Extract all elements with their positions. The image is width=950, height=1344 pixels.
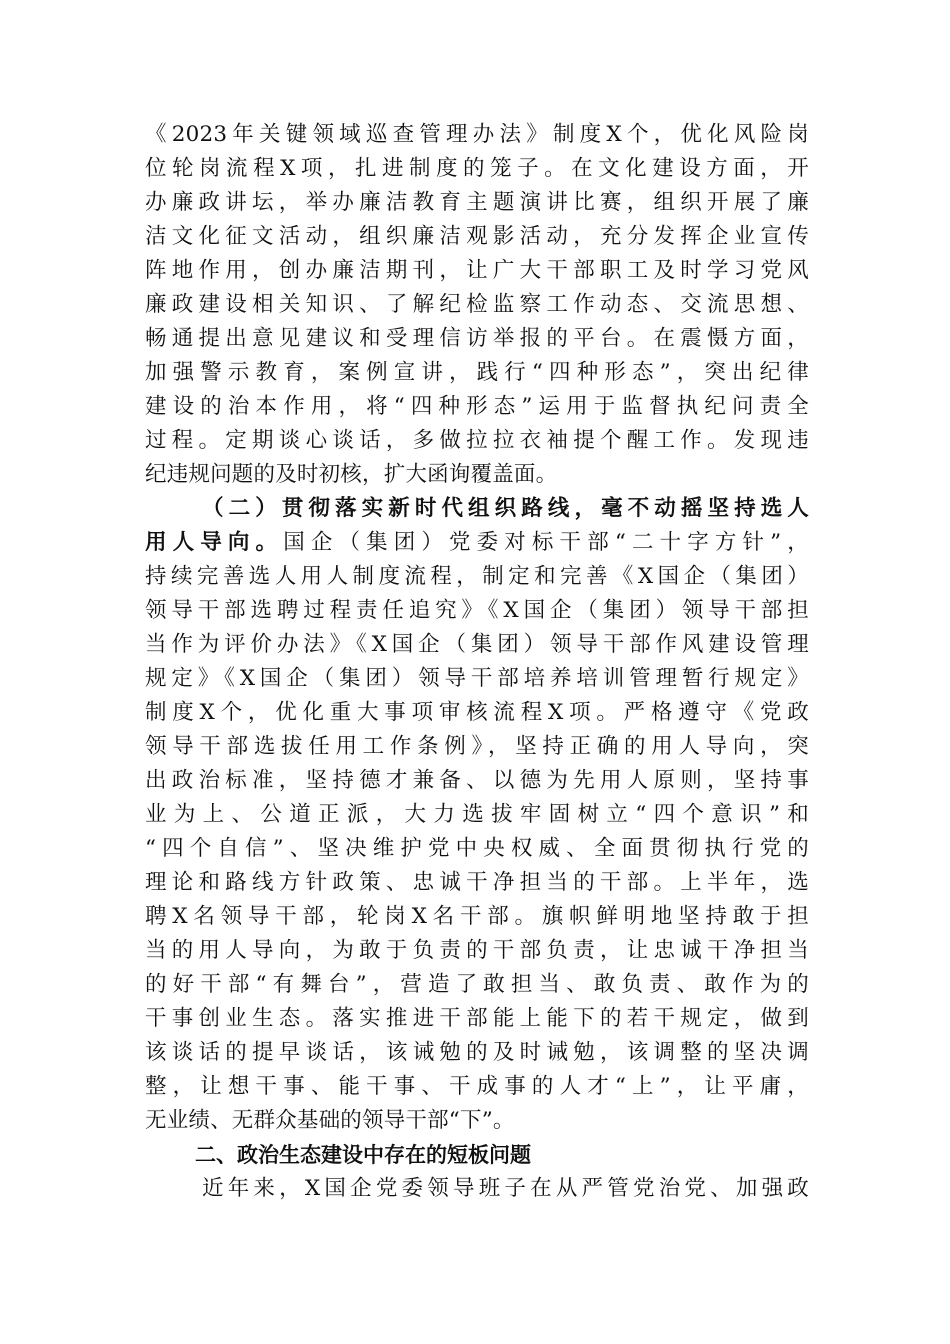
text-line: 洁文化征文活动，组织廉洁观影活动，充分发挥企业宣传 xyxy=(145,224,809,249)
text-line: 廉政建设相关知识、了解纪检监察工作动态、交流思想、 xyxy=(145,292,809,317)
text-line: 办廉政讲坛，举办廉洁教育主题演讲比赛，组织开展了廉 xyxy=(145,190,809,215)
text-line: 建设的治本作用，将“四种形态”运用于监督执纪问责全 xyxy=(145,394,809,419)
text-line: 近年来，X国企党委领导班子在从严管党治党、加强政 xyxy=(202,1176,809,1201)
text-line: 纪违规问题的及时初核，扩大函询覆盖面。 xyxy=(145,462,558,487)
text-line: 畅通提出意见建议和受理信访举报的平台。在震慑方面， xyxy=(145,326,809,351)
text-line: 位轮岗流程X项，扎进制度的笼子。在文化建设方面，开 xyxy=(145,156,809,181)
text-line: 当作为评价办法》《X国企（集团）领导干部作风建设管理 xyxy=(145,632,809,657)
text-line: 的好干部“有舞台”，营造了敢担当、敢负责、敢作为的 xyxy=(145,972,809,997)
text-line: 阵地作用，创办廉洁期刊，让广大干部职工及时学习党风 xyxy=(145,258,809,283)
text-line: 聘X名领导干部，轮岗X名干部。旗帜鲜明地坚持敢于担 xyxy=(145,904,809,929)
text-line: 过程。定期谈心谈话，多做拉拉衣袖提个醒工作。发现违 xyxy=(145,428,809,453)
document-page xyxy=(145,118,809,1206)
text-line: 领导干部选拔任用工作条例》，坚持正确的用人导向，突 xyxy=(145,734,809,759)
subheading-line: （二）贯彻落实新时代组织路线，毫不动摇坚持选人 xyxy=(202,496,809,521)
text-line: “四个自信”、坚决维护党中央权威、全面贯彻执行党的 xyxy=(145,836,809,861)
text-line: 无业绩、无群众基础的领导干部“下”。 xyxy=(145,1108,515,1133)
text-line: 制度X个，优化重大事项审核流程X项。严格遵守《党政 xyxy=(145,700,809,725)
text-segment: 国企（集团）党委对标干部“二十字方针”， xyxy=(283,530,809,555)
section-heading: 二、政治生态建设中存在的短板问题 xyxy=(195,1143,531,1167)
text-line xyxy=(145,526,809,560)
text-line: 该谈话的提早谈话，该诫勉的及时诫勉，该调整的坚决调 xyxy=(145,1040,809,1065)
text-line: 《2023年关键领域巡查管理办法》制度X个，优化风险岗 xyxy=(145,122,809,147)
text-line: 业为上、公道正派，大力选拔牢固树立“四个意识”和 xyxy=(145,802,809,827)
paragraph-organization-line xyxy=(145,492,809,1138)
text-line: 持续完善选人用人制度流程，制定和完善《X国企（集团） xyxy=(145,564,809,589)
text-line: 出政治标准，坚持德才兼备、以德为先用人原则，坚持事 xyxy=(145,768,809,793)
text-line: 理论和路线方针政策、忠诚干净担当的干部。上半年，选 xyxy=(145,870,809,895)
text-line: 整，让想干事、能干事、干成事的人才“上”，让平庸， xyxy=(145,1074,809,1099)
paragraph-discipline-building xyxy=(145,118,809,492)
text-line: 加强警示教育，案例宣讲，践行“四种形态”，突出纪律 xyxy=(145,360,809,385)
subheading-tail: 用人导向。 xyxy=(145,530,284,555)
text-line: 领导干部选聘过程责任追究》《X国企（集团）领导干部担 xyxy=(145,598,809,623)
paragraph-intro xyxy=(145,1172,809,1206)
text-line: 当的用人导向，为敢于负责的干部负责，让忠诚干净担当 xyxy=(145,938,809,963)
text-line: 干事创业生态。落实推进干部能上能下的若干规定，做到 xyxy=(145,1006,809,1031)
text-line: 规定》《X国企（集团）领导干部培养培训管理暂行规定》 xyxy=(145,666,809,691)
